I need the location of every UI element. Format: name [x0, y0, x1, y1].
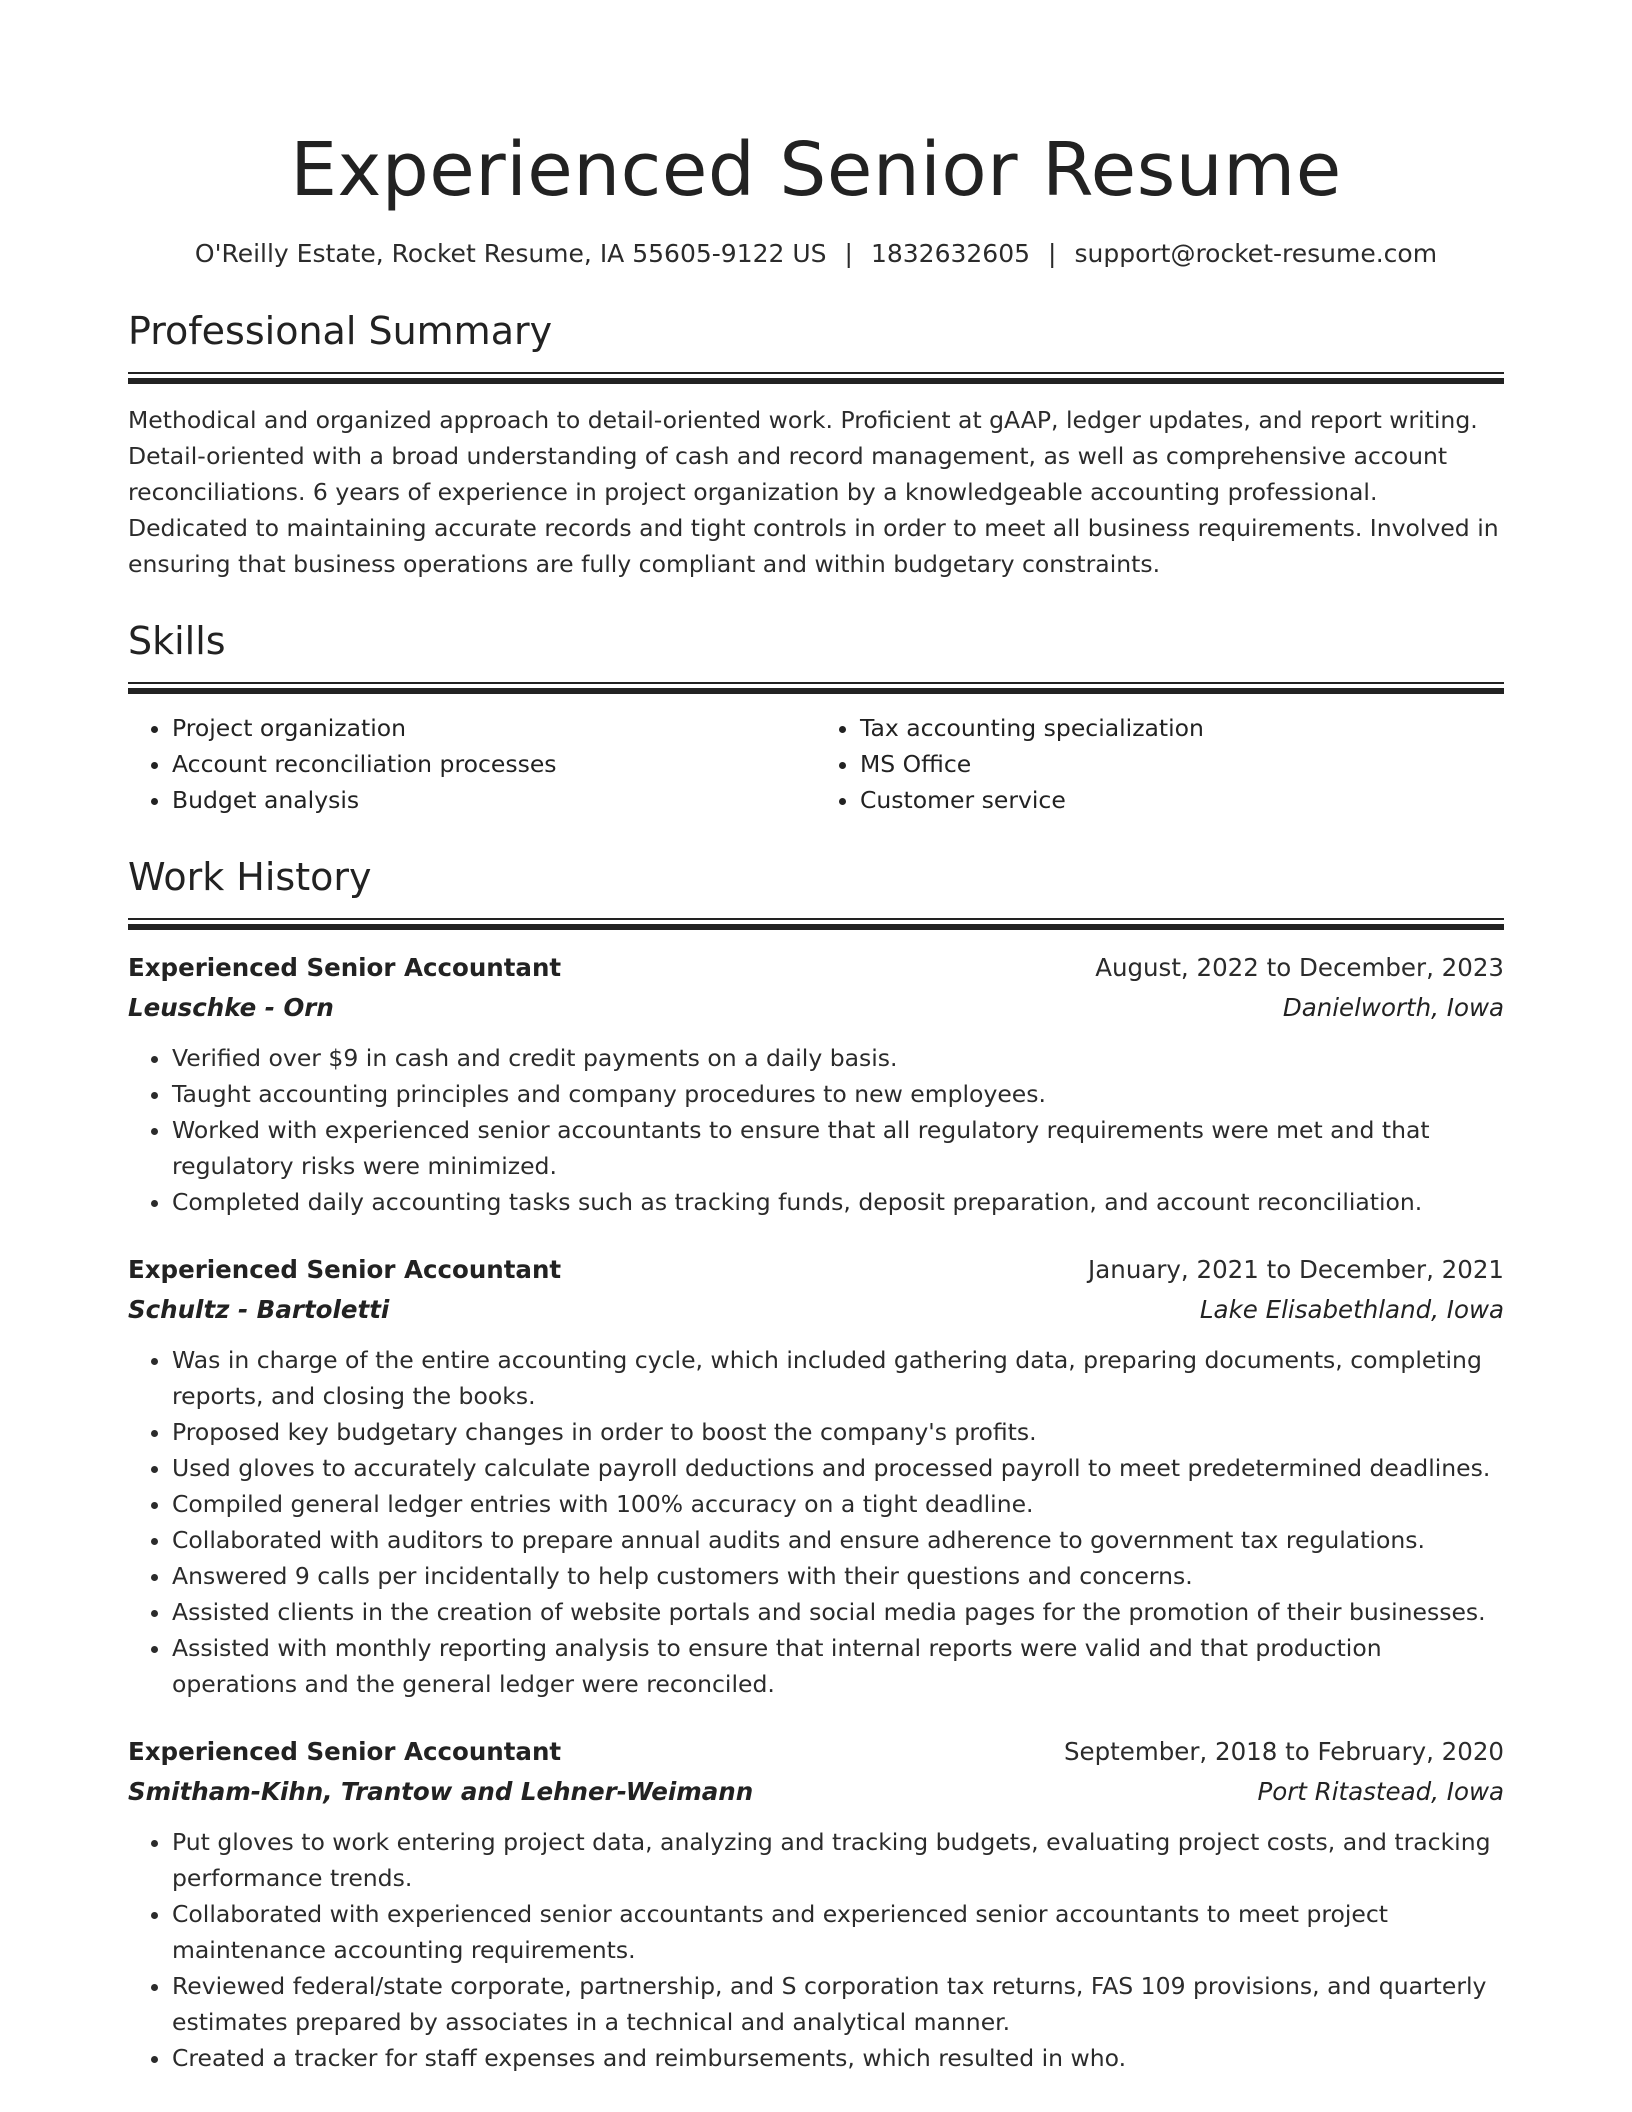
- skill-item: • Budget analysis: [172, 782, 816, 818]
- job-title: Experienced Senior Accountant: [128, 953, 562, 982]
- skills-list: [128, 710, 1504, 818]
- job-dates: January, 2021 to December, 2021: [1088, 1255, 1504, 1284]
- skills-column-left: [128, 710, 816, 818]
- job-bullets: [128, 1824, 1504, 2076]
- job-bullet: • Completed daily accounting tasks such as tracking funds, deposit preparation, and account reconciliation.: [172, 1184, 1504, 1220]
- job-location: Danielworth, Iowa: [1282, 993, 1504, 1022]
- contact-email: support@rocket-resume.com: [1074, 239, 1438, 268]
- job-company: Schultz - Bartoletti: [128, 1295, 390, 1324]
- contact-line: [128, 236, 1504, 272]
- job-title: Experienced Senior Accountant: [128, 1737, 562, 1766]
- job-dates: September, 2018 to February, 2020: [1063, 1737, 1504, 1766]
- job-entry: [128, 1732, 1504, 2076]
- job-bullet: • Collaborated with experienced senior accountants and experienced senior accountants to meet project maintenance accounting requirements.: [172, 1896, 1504, 1968]
- skill-item: • Tax accounting specialization: [860, 710, 1504, 746]
- job-location: Port Ritastead, Iowa: [1257, 1777, 1504, 1806]
- job-bullet: • Verified over $9 in cash and credit payments on a daily basis.: [172, 1040, 1504, 1076]
- job-bullet: • Assisted with monthly reporting analysis to ensure that internal reports were valid and that production operations and the general ledger were reconciled.: [172, 1630, 1504, 1702]
- job-bullet: • Collaborated with auditors to prepare annual audits and ensure adherence to government tax regulations.: [172, 1522, 1504, 1558]
- job-company: Leuschke - Orn: [128, 993, 334, 1022]
- job-bullet: • Worked with experienced senior accountants to ensure that all regulatory requirements were met and that regulatory risks were minimized.: [172, 1112, 1504, 1184]
- job-bullet: • Was in charge of the entire accounting cycle, which included gathering data, preparing documents, completing reports, and closing the books.: [172, 1342, 1504, 1414]
- job-entry: [128, 948, 1504, 1220]
- contact-separator: |: [844, 239, 853, 268]
- summary-text: Methodical and organized approach to detail-oriented work. Proficient at gAAP, ledger updates, and report writing. Detail-oriented with a broad understanding of cash and record management, as well as comprehensive account reconciliations. 6 years of experience in project organization by a knowledgeable accounting professional. Dedicated to maintaining accurate records and tight controls in order to meet all business requirements. Involved in ensuring that business operations are fully compliant and within budgetary constraints.: [128, 406, 1499, 578]
- job-bullet: • Taught accounting principles and company procedures to new employees.: [172, 1076, 1504, 1112]
- job-title: Experienced Senior Accountant: [128, 1255, 562, 1284]
- job-bullets: [128, 1040, 1504, 1220]
- section-divider: [128, 682, 1504, 694]
- job-company: Smitham-Kihn, Trantow and Lehner-Weimann: [128, 1777, 754, 1806]
- job-bullet: • Proposed key budgetary changes in order to boost the company's profits.: [172, 1414, 1504, 1450]
- job-bullet: • Used gloves to accurately calculate payroll deductions and processed payroll to meet predetermined deadlines.: [172, 1450, 1504, 1486]
- job-location: Lake Elisabethland, Iowa: [1199, 1295, 1504, 1324]
- skills-heading: Skills: [128, 619, 226, 663]
- section-divider: [128, 372, 1504, 384]
- job-entry: [128, 1250, 1504, 1702]
- skill-item: • Customer service: [860, 782, 1504, 818]
- job-bullet: • Created a tracker for staff expenses and reimbursements, which resulted in who.: [172, 2040, 1504, 2076]
- skills-section: [128, 616, 1504, 818]
- section-divider: [128, 918, 1504, 930]
- summary-heading: Professional Summary: [128, 309, 553, 353]
- skill-item: • Account reconciliation processes: [172, 746, 816, 782]
- job-bullet: • Reviewed federal/state corporate, partnership, and S corporation tax returns, FAS 109 provisions, and quarterly estimates prepared by associates in a technical and analytical manner.: [172, 1968, 1504, 2040]
- work-history-heading: Work History: [128, 855, 372, 899]
- job-bullet: • Answered 9 calls per incidentally to help customers with their questions and concerns.: [172, 1558, 1504, 1594]
- contact-phone: 1832632605: [870, 239, 1031, 268]
- job-bullet: • Compiled general ledger entries with 100% accuracy on a tight deadline.: [172, 1486, 1504, 1522]
- work-history-section: [128, 852, 1504, 2076]
- contact-address: O'Reilly Estate, Rocket Resume, IA 55605-9122 US: [194, 239, 827, 268]
- skill-item: • MS Office: [860, 746, 1504, 782]
- job-bullet: • Assisted clients in the creation of website portals and social media pages for the promotion of their businesses.: [172, 1594, 1504, 1630]
- contact-separator: |: [1048, 239, 1057, 268]
- job-bullets: [128, 1342, 1504, 1702]
- skill-item: • Project organization: [172, 710, 816, 746]
- summary-section: [128, 306, 1504, 582]
- job-bullet: • Put gloves to work entering project data, analyzing and tracking budgets, evaluating project costs, and tracking performance trends.: [172, 1824, 1504, 1896]
- resume-title: Experienced Senior Resume: [290, 127, 1342, 213]
- skills-column-right: [816, 710, 1504, 818]
- job-dates: August, 2022 to December, 2023: [1095, 953, 1504, 982]
